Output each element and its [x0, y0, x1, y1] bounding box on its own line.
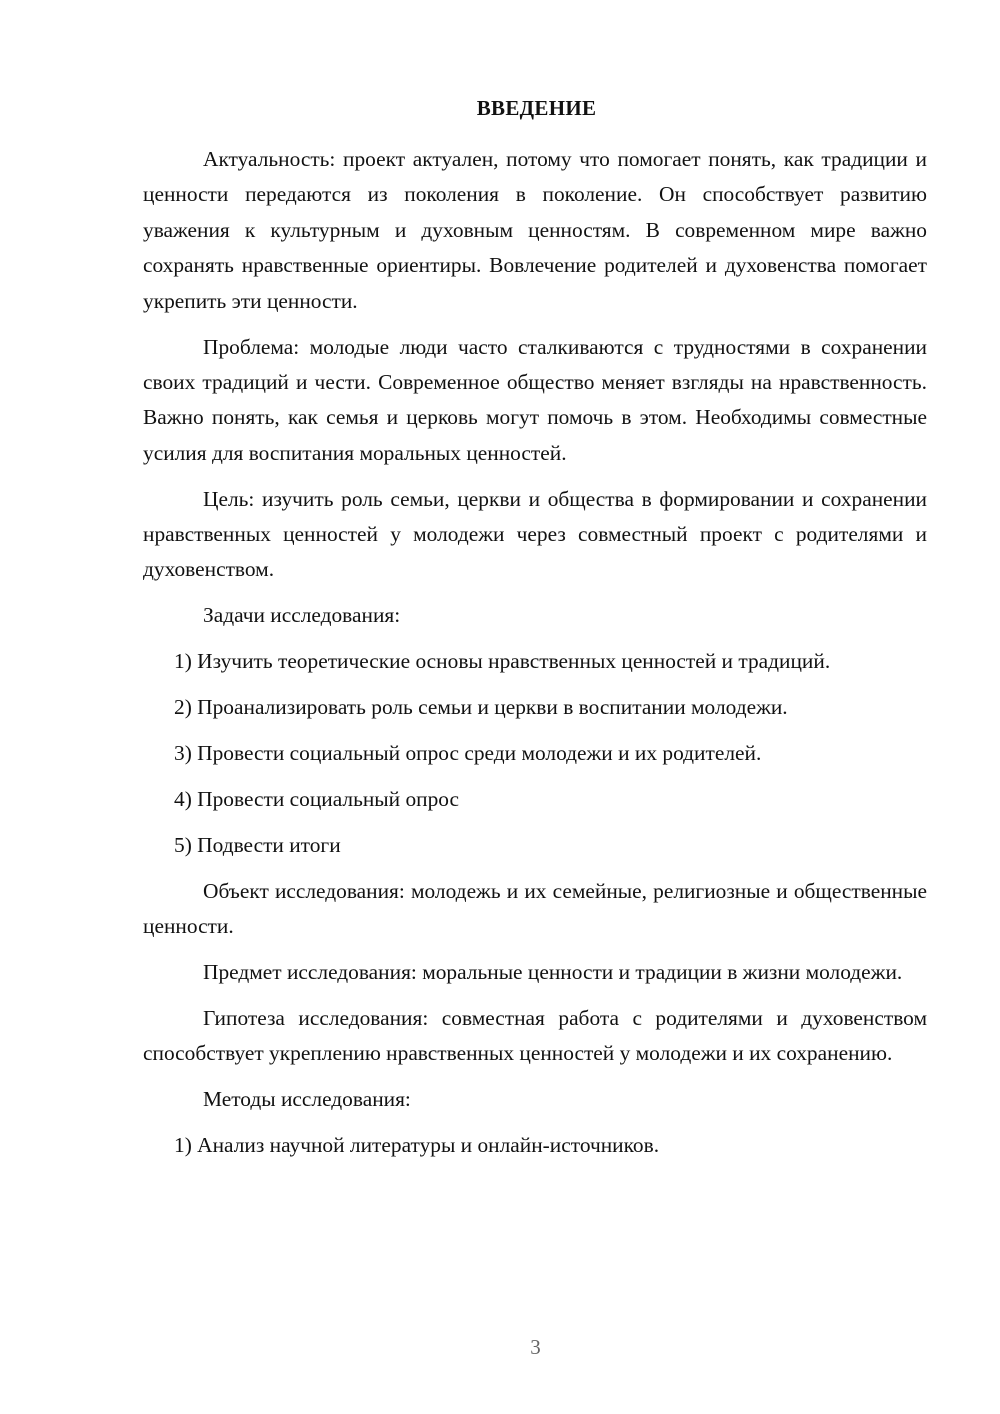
page-number: 3: [530, 1335, 541, 1359]
task-item-1: 1) Изучить теоретические основы нравственных ценностей и традиций.: [174, 649, 831, 674]
document-body: [143, 142, 927, 1174]
task-item-2: 2) Проанализировать роль семьи и церкви в воспитании молодежи.: [174, 695, 788, 720]
task-item-3: 3) Провести социальный опрос среди молодежи и их родителей.: [174, 741, 762, 766]
relevance-paragraph: Актуальность: проект актуален, потому что помогает понять, как традиции и ценности передаются из поколения в поколение. Он способствует развитию уважения к культурным и духовным ценностям. В современном мире важно сохранять нравственные ориентиры. Вовлечение родителей и духовенства помогает укрепить эти ценности.: [143, 147, 927, 313]
page-title: ВВЕДЕНИЕ: [476, 96, 597, 120]
problem-paragraph: Проблема: молодые люди часто сталкиваются с трудностями в сохранении своих традиций и чести. Современное общество меняет взгляды на нравственность. Важно понять, как семья и церковь могут помочь в этом. Необходимы совместные усилия для воспитания моральных ценностей.: [143, 334, 927, 465]
task-item-5: 5) Подвести итоги: [174, 832, 341, 857]
methods-heading: Методы исследования:: [203, 1087, 411, 1112]
tasks-heading: Задачи исследования:: [203, 603, 401, 628]
hypothesis-paragraph: Гипотеза исследования: совместная работа с родителями и духовенством способствует укреплению нравственных ценностей у молодежи и их сохранению.: [143, 1006, 927, 1066]
subject-paragraph: Предмет исследования: моральные ценности и традиции в жизни молодежи.: [203, 960, 903, 985]
goal-paragraph: Цель: изучить роль семьи, церкви и общества в формировании и сохранении нравственных ценностей у молодежи через совместный проект с родителями и духовенством.: [143, 486, 927, 582]
method-item-1: 1) Анализ научной литературы и онлайн-источников.: [174, 1133, 660, 1158]
task-item-4: 4) Провести социальный опрос: [174, 787, 460, 811]
object-paragraph: Объект исследования: молодежь и их семейные, религиозные и общественные ценности.: [143, 878, 927, 939]
